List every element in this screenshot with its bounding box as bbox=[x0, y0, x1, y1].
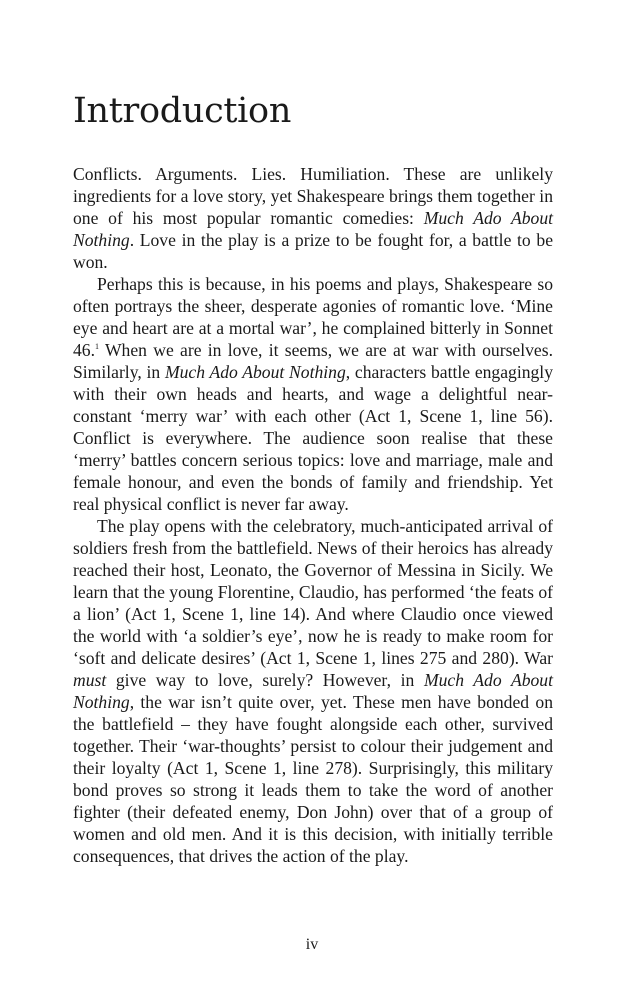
italic-title: Much Ado About Nothing bbox=[73, 670, 553, 712]
body-paragraph bbox=[73, 163, 553, 273]
footnote-marker: 1 bbox=[95, 342, 99, 351]
text-run: give way to love, surely? However, in bbox=[106, 670, 424, 690]
page-number: iv bbox=[305, 936, 319, 953]
text-run: When we are in love, it seems, we are at war with ourselves. Similarly, in bbox=[73, 340, 553, 382]
italic-title: Much Ado About Nothing bbox=[164, 362, 346, 382]
text-run: Conflicts. Arguments. Lies. Humiliation. These are unlikely ingredients for a love story, yet Shakespeare brings them together in one of his most popular romantic comedies: bbox=[73, 164, 553, 228]
text-run: The play opens with the celebratory, much-anticipated arrival of soldiers fresh from the battlefield. News of their heroics has already reached their host, Leonato, the Governor of Messina in Sicily. We learn that the young Florentine, Claudio, has performed ‘the feats of a lion’ (Act 1, Scene 1, line 14). And where Claudio once viewed the world with ‘a soldier’s eye’, now he is ready to make room for ‘soft and delicate desires’ (Act 1, Scene 1, lines 275 and 280). War bbox=[73, 516, 553, 668]
chapter-body bbox=[73, 163, 553, 867]
body-paragraph bbox=[73, 273, 553, 515]
text-run: , the war isn’t quite over, yet. These men have bonded on the battlefield – they have fought alongside each other, survived together. Their ‘war-thoughts’ persist to colour their judgement and their loyalty (Act 1, Scene 1, line 278). Surprisingly, this military bond proves so strong it leads them to take the word of another fighter (their defeated enemy, Don John) over that of a group of women and old men. And it is this decision, with initially terrible consequences, that drives the action of the play. bbox=[73, 692, 553, 866]
chapter-heading: Introduction bbox=[73, 91, 292, 131]
text-run: , characters battle engagingly with their own heads and hearts, and wage a delightful near-constant ‘merry war’ with each other (Act 1, Scene 1, line 56). Conflict is everywhere. The audience soon realise that these ‘merry’ battles concern serious topics: love and marriage, male and female honour, and even the bonds of family and friendship. Yet real physical conflict is never far away. bbox=[73, 362, 553, 514]
body-paragraph bbox=[73, 515, 553, 867]
italic-title: Much Ado About Nothing bbox=[73, 208, 554, 250]
italic-title: must bbox=[73, 670, 107, 690]
text-run: Perhaps this is because, in his poems and plays, Shakespeare so often portrays the sheer, desperate agonies of romantic love. ‘Mine eye and heart are at a mortal war’, he complained bitterly in Sonnet 46. bbox=[73, 274, 553, 360]
text-run: . Love in the play is a prize to be fought for, a battle to be won. bbox=[73, 230, 553, 272]
